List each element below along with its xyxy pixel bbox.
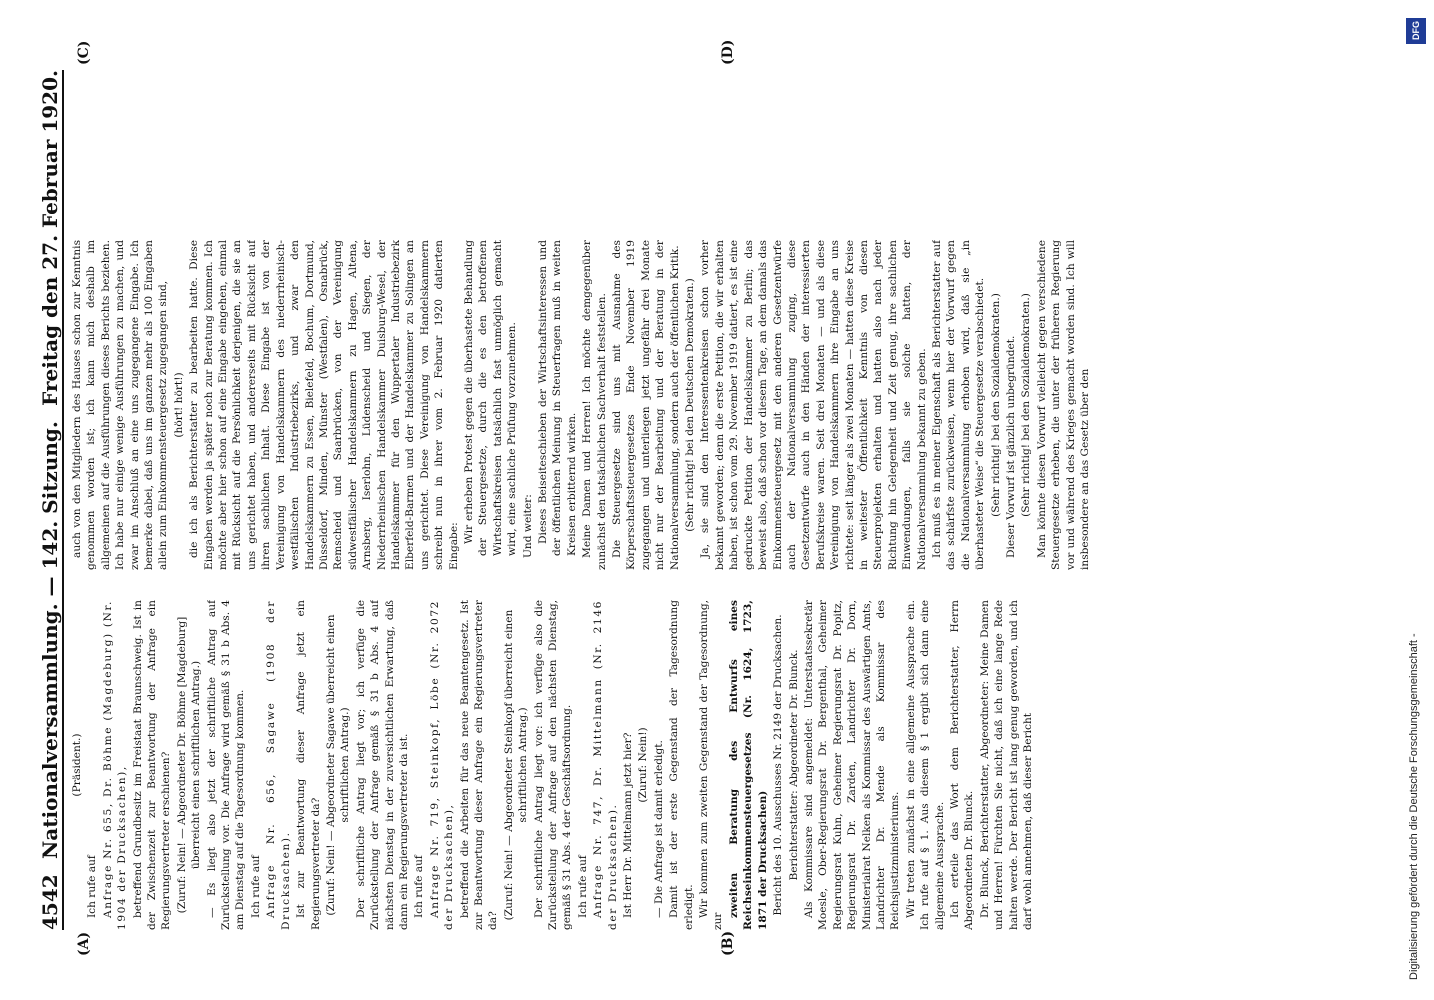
page-number: 4542: [38, 874, 62, 930]
paragraph: Und weiter:: [521, 494, 534, 558]
paragraph: Ich rufe auf: [576, 855, 589, 918]
funding-note: [1404, 10, 1430, 990]
quotation: Wir erheben Protest gegen die überhastete Behandlung der Steuergesetze, durch die es den betroffenen Wirtschaftskreisen tatsächlich fast unmöglich gemacht wird, eine sachliche Prüfung vorzunehmen.: [462, 240, 519, 556]
paragraph: Die Steuergesetze sind uns mit Ausnahme des Körperschaftssteuergesetzes Ende November 1919 zugegangen und unterliegen jetzt ungefähr drei Monate nicht nur der Bearbeitung und der Beratung in der Nationalversammlung, sondern auch der öffentlichen Kritik.: [611, 240, 681, 570]
agenda-heading: zweiten Beratung des Entwurfs eines Reichseinkommensteuergesetzes (Nr. 1624, 1723, 1871 der Drucksachen): [727, 600, 769, 930]
paragraph: Der schriftliche Antrag liegt vor: ich verfüge also die Zurückstellung der Anfrage auf den nächsten Dienstag, gemäß § 31 Abs. 4 der Geschäftsordnung.: [532, 600, 574, 930]
paragraph: Damit ist der erste Gegenstand der Tagesordnung erledigt.: [668, 600, 695, 930]
paragraph: betreffend Grundbesitz im Freistaat Braunschweig. Ist in der Zwischenzeit zur Beantwortung der Anfrage ein Regierungsvertreter erschienen?: [131, 600, 173, 930]
interjection: (Sehr richtig! bei den Sozialdemokraten.): [1020, 293, 1033, 517]
paragraph: Als Kommissare sind angemeldet: Unterstaatssekretär Moesle, Ober-Regierungsrat Dr. Bergenthal, Geheimer Regierungsrat Kuhn, Geheimer Regierungsrat Dr. Popitz, Regierungsrat Dr. Zarden, Landrichter Dr. Dorn, Ministerialrat Nelken als Kommissar des Auswärtigen Amts, Landrichter Dr. Mende als Kommissar des Reichsjustizministeriums.: [802, 600, 902, 930]
paragraph: Anfrage Nr. 747, Dr. Mittelmann (Nr. 2146 der Drucksachen).: [592, 600, 619, 930]
paragraph: Ich erteile das Wort dem Berichterstatter, Herrn Abgeordneten Dr. Blunck.: [948, 600, 976, 930]
paragraph: Ich muß es in meiner Eigenschaft als Berichterstatter auf das schärfste zurückweisen, wenn hier der Vorwurf gegen die Nationalversammlung erhoben wird, daß sie „in überhasteter Weise“ die Steuergesetze verabschiedet.: [930, 240, 987, 570]
running-header: [22, 70, 64, 930]
paragraph: Bericht des 10. Ausschusses Nr. 2149 der Drucksachen.: [772, 614, 785, 916]
paragraph: — Es liegt also jetzt der schriftliche Antrag auf Zurückstellung vor. Die Anfrage wird gemäß § 31 b Abs. 4 am Dienstag auf die Tagesordnung kommen.: [205, 600, 247, 930]
margin-letter-a: (A): [76, 931, 92, 956]
speaker-label: (Präsident.): [71, 733, 83, 797]
funding-note-text: Digitalisierung gefördert durch die Deutsche Forschungsgemeinschaft -: [1408, 633, 1420, 980]
margin-letter-d: (D): [720, 39, 736, 65]
margin-letter-c: (C): [76, 40, 92, 65]
interjection: (hört! hört!): [172, 372, 185, 438]
paragraph: Ist zur Beantwortung dieser Anfrage jetzt ein Regierungsvertreter da?: [295, 600, 322, 930]
assembly-session: Nationalversammlung. — 142. Sitzung.: [38, 421, 62, 859]
paragraph: Ja, sie sind den Interessentenkreisen schon vorher bekannt geworden; denn die erste Petition, die wir erhalten haben, ist schon vom 29. November 1919 datiert, es ist eine gedruckte Petition der Handelskammer zu Berlin; das beweist also, daß schon vor diesem Tage, an dem damals das Einkommensteuergesetz mit den anderen Gesetzentwürfe auch der Nationalversammlung zuging, diese Gesetzentwürfe auch in den Händen der interessierten Berufskreise waren. Seit drei Monaten — und als diese Vereinigung von Handelskammern ihre Eingabe an uns richtete: seit länger als zwei Monaten — hatten diese Kreise in weitester Öffentlichkeit Kenntnis von diesen Steuerprojekten erhalten und hatten also nach jeder Richtung hin Gelegenheit und Zeit genug, ihre sachlichen Einwendungen, falls sie solche hatten, der Nationalversammlung bekannt zu geben.: [699, 240, 928, 570]
interjection: (Zuruf: Nein! — Abgeordneter Steinkopf überreicht einen schriftlichen Antrag.): [502, 609, 530, 921]
session-date: Freitag den 27. Februar 1920.: [38, 70, 62, 406]
paragraph: Dieser Vorwurf ist gänzlich unbegründet.: [1005, 335, 1017, 558]
paragraph: Anfrage Nr. 655, Dr. Böhme (Magdeburg) (Nr. 1904 der Drucksachen),: [101, 600, 129, 930]
paragraph: die ich als Berichterstatter zu bearbeiten hatte. Diese Eingaben werden ja später noch zur Beratung kommen. Ich möchte aber hier schon auf eine Eingabe eingehen, einmal mit Rücksicht auf die Persönlichkeit derjenigen, die sie an uns gerichtet haben, und andererseits mit Rücksicht auf ihren sachlichen Inhalt. Diese Eingabe ist von der Vereinigung von Handelskammern des niederrheinisch-westfälischen Industriebezirks, und zwar den Handelskammern zu Essen, Bielefeld, Bochum, Dortmund, Düsseldorf, Minden, Münster (Westfalen), Osnabrück, Remscheid und Saarbrücken, von der Vereinigung südwestfälischer Handelskammern zu Hagen, Altena, Arnsberg, Iserlohn, Lüdenscheid und Siegen, der Niederrheinischen Handelskammer Duisburg-Wesel, der Handelskammer für den Wuppertaler Industriebezirk Elberfeld-Barmen und der Handelskammer zu Solingen an uns gerichtet. Diese Vereinigung von Handelskammern schreibt nun in ihrer vom 2. Februar 1920 datierten Eingabe:: [188, 240, 460, 570]
interjection: (Sehr richtig! bei den Sozialdemokraten.): [989, 293, 1002, 517]
paragraph: Man könnte diesen Vorwurf vielleicht gegen verschiedene Steuergesetze erheben, die unter der früheren Regierung vor und während des Krieges gemacht worden sind. Ich will insbesondere an das Gesetz über den: [1035, 240, 1092, 570]
paragraph: Ist Herr Dr. Mittelmann jetzt hier?: [622, 732, 635, 918]
paragraph: Meine Damen und Herren! Ich möchte demgegenüber zunächst den tatsächlichen Sachverhalt feststellen.: [581, 240, 608, 570]
column-right: [70, 240, 1320, 570]
paragraph: Wir kommen zum zweiten Gegenstand der Tagesordnung, zur: [698, 600, 725, 930]
paragraph: Ich rufe auf: [413, 855, 426, 918]
paragraph: Ich rufe auf: [86, 855, 99, 918]
interjection: (Sehr richtig! bei den Deutschen Demokraten.): [684, 278, 697, 532]
column-left: [70, 600, 1320, 930]
margin-letter-b: (B): [720, 930, 736, 956]
interjection: (Zuruf: Nein! — Abgeordneter Sagawe überreicht einen schriftlichen Antrag.): [324, 614, 352, 916]
paragraph: Berichterstatter: Abgeordneter Dr. Blunck.: [787, 649, 800, 881]
paragraph: Anfrage Nr. 656, Sagawe (1908 der Drucksachen).: [265, 600, 292, 930]
quotation: Dieses Beiseiteschieben der Wirtschaftsinteressen und der öffentlichen Meinung in Steuerfragen muß in weiten Kreisen erbitternd wirken.: [537, 240, 578, 556]
paragraph: Anfrage Nr. 719, Steinkopf, Löbe (Nr. 2072 der Drucksachen),: [428, 600, 456, 930]
paragraph: betreffend die Arbeiten für das neue Beamtengesetz. Ist zur Beantwortung dieser Anfrage ein Regierungsvertreter da?: [458, 600, 500, 930]
paragraph: Wir treten zunächst in eine allgemeine Aussprache ein. Ich rufe auf § 1. Aus diesem § 1 ergibt sich dann eine allgemeine Aussprache.: [904, 600, 946, 930]
interjection: (Zuruf: Nein! — Abgeordneter Dr. Böhme [Magdeburg] überreicht einen schriftlichen Antrag.): [175, 616, 203, 914]
paragraph: Ich rufe auf: [249, 855, 262, 918]
paragraph: — Die Anfrage ist damit erledigt.: [652, 740, 665, 918]
paragraph: Der schriftliche Antrag liegt vor; ich verfüge die Zurückstellung der Anfrage gemäß § 31 b Abs. 4 auf nächsten Dienstag in der zuversichtlichen Erwartung, daß dann ein Regierungsvertreter da ist.: [354, 600, 410, 930]
interjection: (Zuruf: Nein!): [637, 727, 650, 803]
paragraph: auch von den Mitgliedern des Hauses schon zur Kenntnis genommen worden ist; ich kann mich deshalb im allgemeinen auf die Ausführungen dieses Berichts beziehen. Ich habe nur einige wenige Ausführungen zu machen, und zwar im Anschluß an eine uns zugegangene Eingabe. Ich bemerke dabei, daß uns im ganzen mehr als 100 Eingaben allein zum Einkommensteuergesetz zugegangen sind,: [71, 240, 170, 570]
dfg-logo-icon: DFG: [1406, 18, 1426, 44]
paragraph: Dr. Blunck, Berichterstatter, Abgeordneter: Meine Damen und Herren! Fürchten Sie nicht, daß ich eine lange Rede halten werde. Der Bericht ist lang genug geworden, und ich darf wohl annehmen, daß dieser Bericht: [978, 600, 1034, 930]
